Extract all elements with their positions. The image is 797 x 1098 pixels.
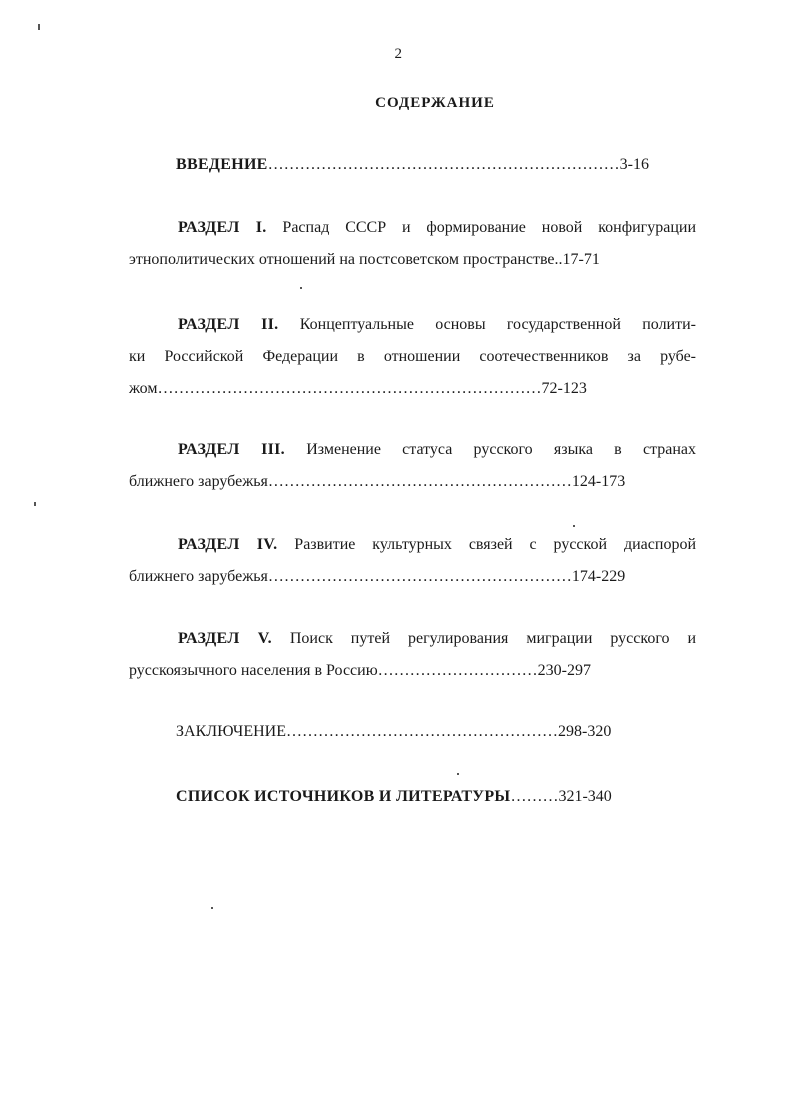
toc-entry-section-4 [129,530,696,592]
toc-section-4-title-line-2: ближнего зарубежья [129,568,268,585]
toc-section-3-title-line-1: Изменение статуса русского языка в странах [306,441,697,458]
toc-section-2-dots: ……………………………………………………………… [157,380,542,397]
toc-section-1-pages: 17-71 [562,251,600,268]
toc-section-4-title-line-1: Развитие культурных связей с русской диаспорой [294,536,697,553]
toc-intro-dots: ………………………………………………………… [267,156,620,173]
scan-speck [457,773,459,775]
toc-sources-dots: ……… [510,788,559,805]
scan-speck [34,502,36,506]
toc-entry-section-5 [129,624,696,686]
scan-speck [38,24,40,30]
toc-section-5-label: РАЗДЕЛ V. [178,630,272,647]
toc-section-4-label: РАЗДЕЛ IV. [178,536,278,553]
toc-entry-section-3 [129,435,696,497]
toc-intro-pages: 3-16 [619,156,649,173]
toc-section-5-dots: ………………………… [377,662,538,679]
toc-conclusion-label: ЗАКЛЮЧЕНИЕ [176,723,286,740]
page-number: 2 [394,46,403,62]
toc-section-5-title-line-2: русскоязычного населения в Россию [129,662,378,679]
toc-conclusion-dots: …………………………………………… [285,723,558,740]
toc-section-1-title-line-2: этнополитических отношений на постсоветском пространстве.. [129,251,563,268]
toc-section-4-dots: ………………………………………………… [267,568,572,585]
toc-sources-label: СПИСОК ИСТОЧНИКОВ И ЛИТЕРАТУРЫ [176,788,511,805]
toc-section-3-dots: ………………………………………………… [267,473,572,490]
toc-section-2-label: РАЗДЕЛ II. [178,316,279,333]
toc-section-4-pages: 174-229 [571,568,626,585]
page-title: СОДЕРЖАНИЕ [375,95,495,111]
toc-section-2-title-line-3: жом [129,380,158,397]
toc-section-3-label: РАЗДЕЛ III. [178,441,285,458]
toc-intro-label: ВВЕДЕНИЕ [176,156,268,173]
toc-section-2-title-line-2: ки Российской Федерации в отношении соотечественников за рубе- [129,348,696,365]
scan-speck [300,287,302,289]
toc-entry-intro [176,150,676,180]
toc-section-5-pages: 230-297 [537,662,591,679]
toc-section-2-pages: 72-123 [541,380,587,397]
toc-conclusion-pages: 298-320 [557,723,612,740]
scan-speck [573,525,575,527]
toc-entry-section-2 [129,310,696,404]
toc-section-3-pages: 124-173 [571,473,626,490]
toc-section-1-label: РАЗДЕЛ I. [178,219,267,236]
toc-section-2-title-line-1: Концептуальные основы государственной полити- [299,316,696,333]
toc-section-1-title-line-1: Распад СССР и формирование новой конфигурации [282,219,697,236]
toc-entry-conclusion [176,717,696,747]
toc-sources-pages: 321-340 [558,788,612,805]
toc-entry-sources [176,782,696,812]
toc-entry-section-1 [129,213,696,275]
toc-section-3-title-line-2: ближнего зарубежья [129,473,268,490]
scan-speck [211,907,213,909]
toc-section-5-title-line-1: Поиск путей регулирования миграции русского и [289,630,697,647]
